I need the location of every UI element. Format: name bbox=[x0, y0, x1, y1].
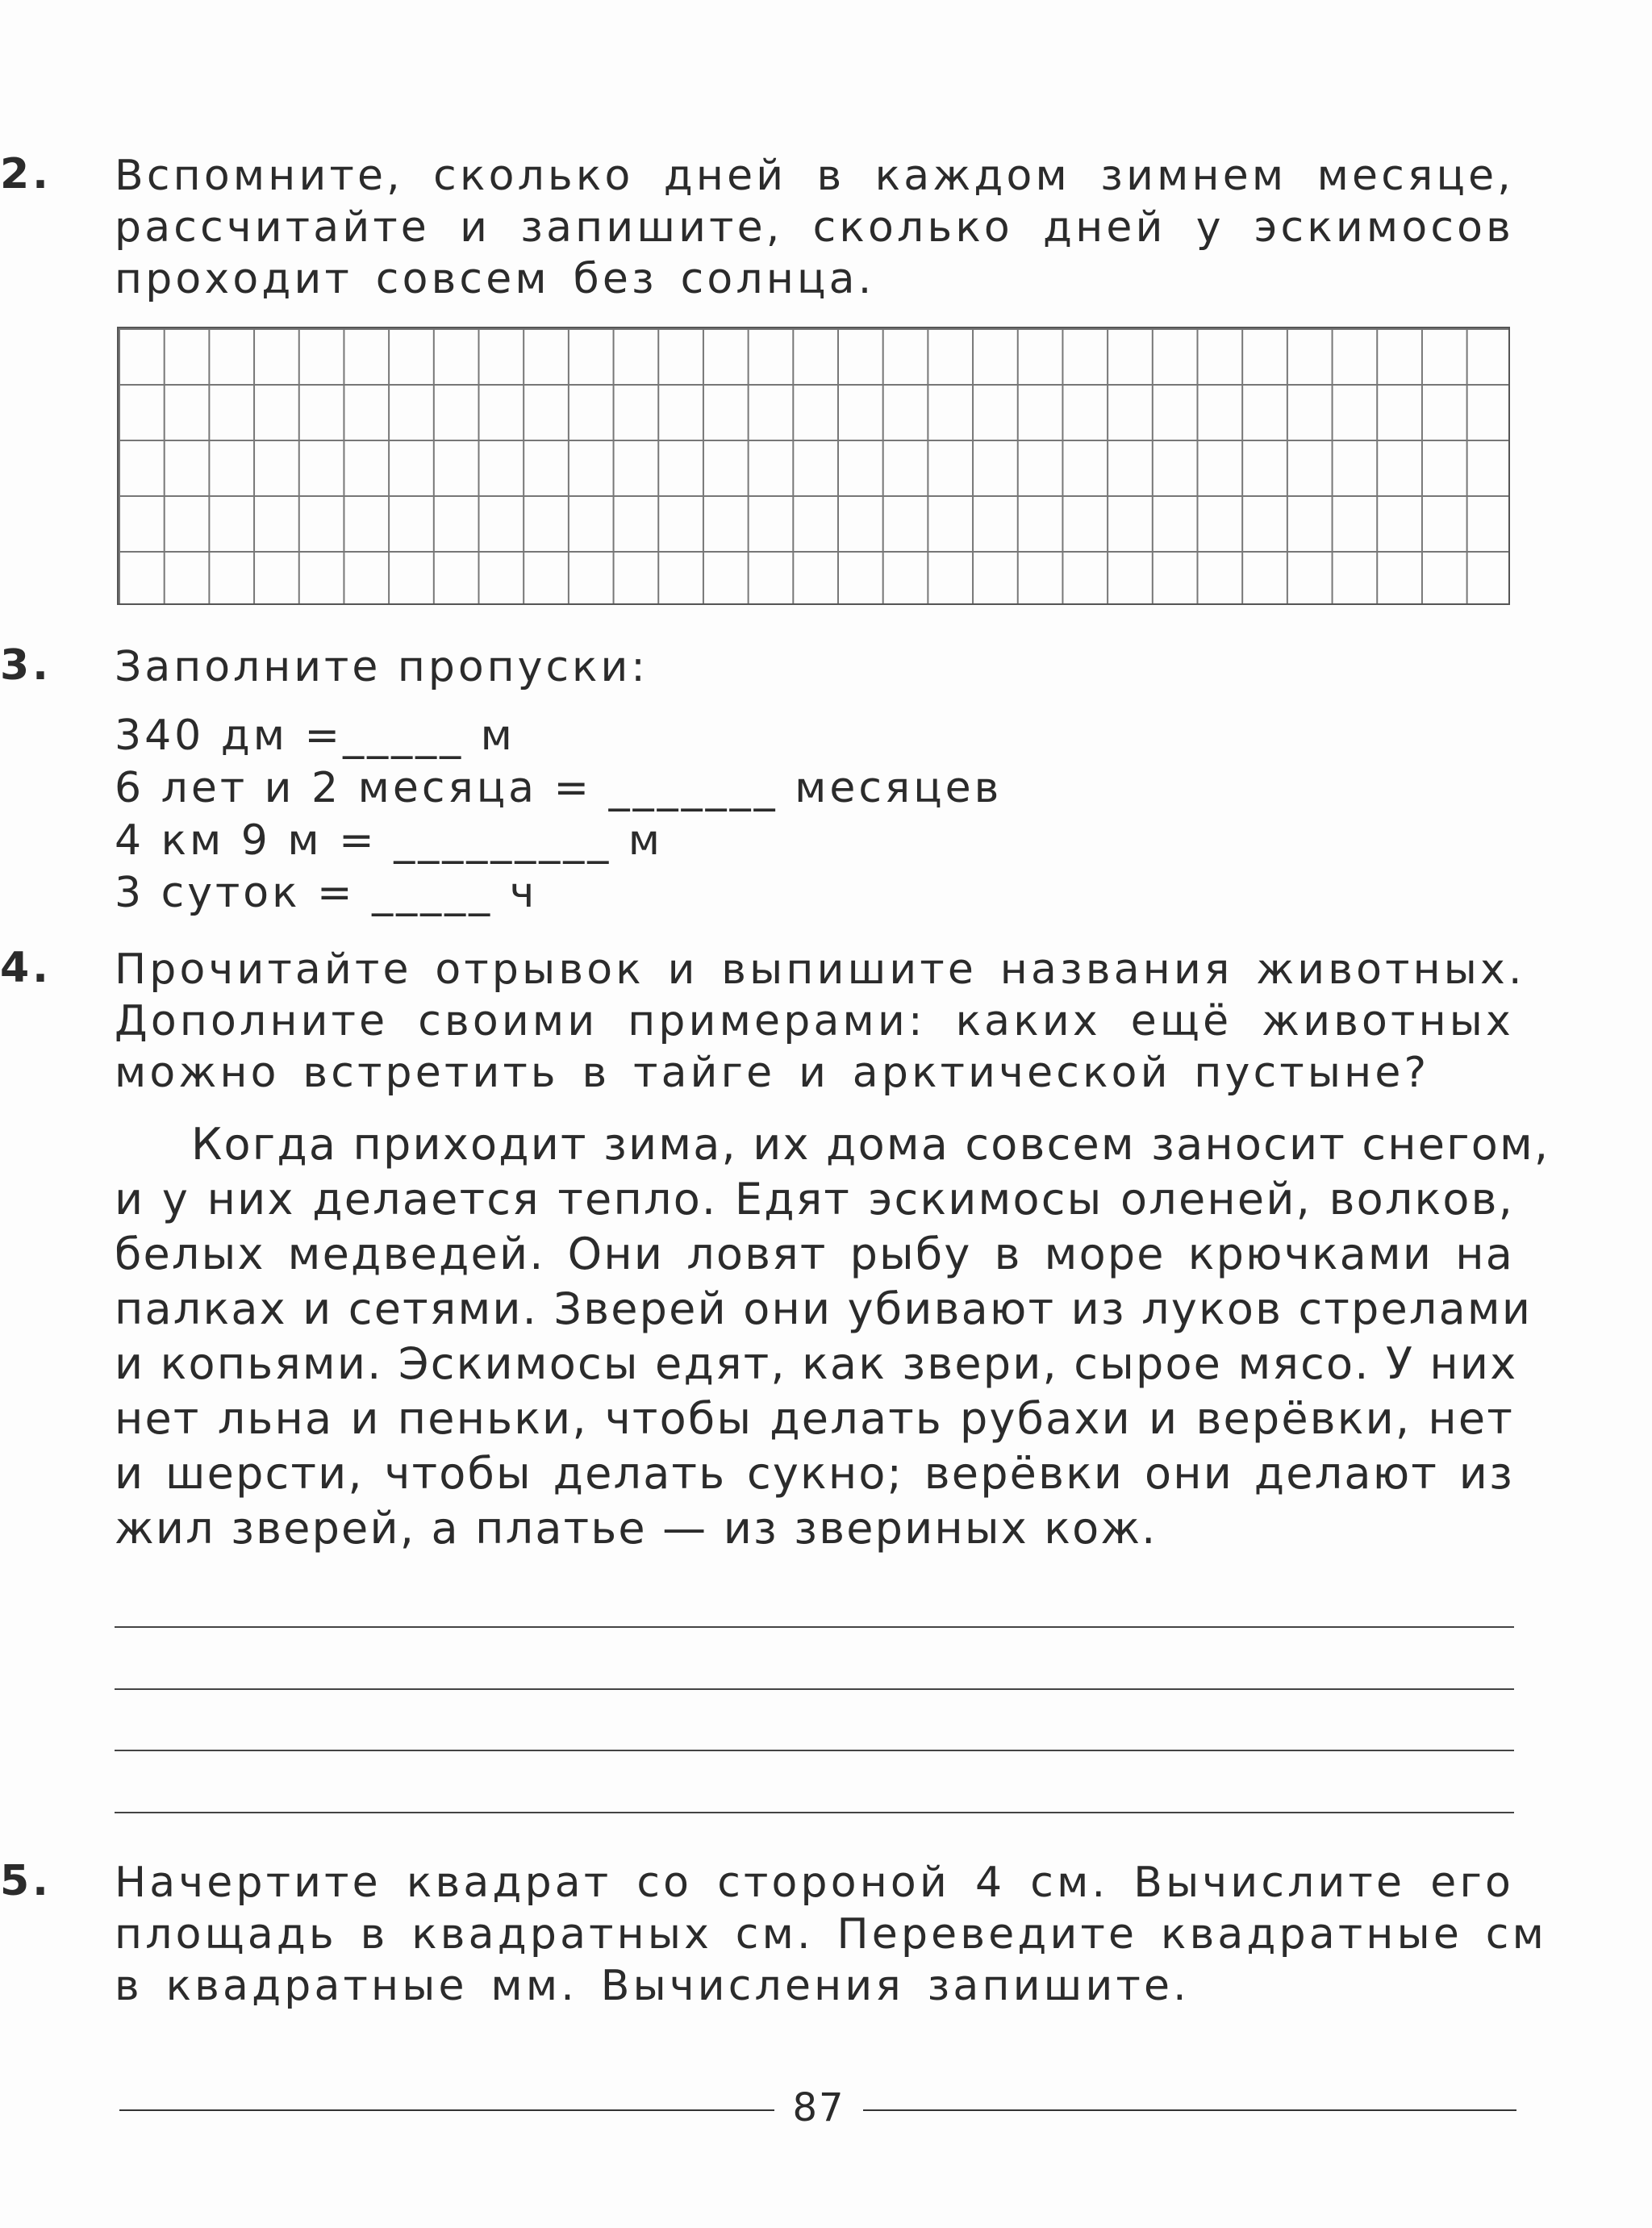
answer-grid[interactable] bbox=[117, 327, 1510, 605]
answer-line[interactable] bbox=[115, 1688, 1514, 1690]
page-number: 87 bbox=[792, 2085, 845, 2130]
fill-in-item[interactable]: 4 км 9 м = _________ м bbox=[115, 816, 664, 865]
passage-line: и шерсти, чтобы делать сукно; верёвки они делают из bbox=[115, 1448, 1514, 1499]
task-5-line: в квадратные мм. Вычисления запишите. bbox=[115, 1962, 1190, 2010]
task-2-line: Вспомните, сколько дней в каждом зимнем месяце, bbox=[115, 152, 1514, 200]
task-2-line: рассчитайте и запишите, сколько дней у эскимосов bbox=[115, 203, 1514, 252]
task-4-line: можно встретить в тайге и арктической пустыне? bbox=[115, 1049, 1430, 1097]
answer-line[interactable] bbox=[115, 1626, 1514, 1628]
footer-rule-right bbox=[863, 2109, 1516, 2111]
task-4-line: Прочитайте отрывок и выпишите названия животных. bbox=[115, 945, 1525, 994]
answer-line[interactable] bbox=[115, 1812, 1514, 1813]
task-5 bbox=[0, 1857, 1547, 2012]
task-2 bbox=[0, 150, 1514, 305]
task-3-number: 3. bbox=[0, 641, 52, 690]
answer-line[interactable] bbox=[115, 1750, 1514, 1751]
footer-rule-left bbox=[119, 2109, 774, 2111]
task-5-line: Начертите квадрат со стороной 4 см. Вычислите его bbox=[115, 1859, 1514, 1907]
task-4 bbox=[0, 944, 1525, 1099]
task-3 bbox=[0, 641, 1514, 920]
fill-in-item[interactable]: 6 лет и 2 месяца = _______ месяцев bbox=[115, 764, 1003, 812]
passage-line: и у них делается тепло. Едят эскимосы оленей, волков, bbox=[115, 1174, 1514, 1225]
passage-line: палках и сетями. Зверей они убивают из луков стрелами bbox=[115, 1283, 1533, 1334]
task-4-line: Дополните своими примерами: каких ещё животных bbox=[115, 997, 1514, 1045]
task-5-number: 5. bbox=[0, 1857, 52, 1905]
passage-line: жил зверей, а платье — из звериных кож. bbox=[115, 1503, 1158, 1554]
passage-line: нет льна и пеньки, чтобы делать рубахи и верёвки, нет bbox=[115, 1393, 1514, 1444]
task-2-line: проходит совсем без солнца. bbox=[115, 255, 875, 303]
task-4-number: 4. bbox=[0, 944, 52, 992]
passage-line: и копьями. Эскимосы едят, как звери, сырое мясо. У них bbox=[115, 1338, 1518, 1389]
task-5-line: площадь в квадратных см. Переведите квадратные см bbox=[115, 1910, 1547, 1959]
task-3-heading: Заполните пропуски: bbox=[115, 643, 649, 691]
reading-passage bbox=[115, 1117, 1550, 1556]
passage-line: Когда приходит зима, их дома совсем заносит снегом, bbox=[191, 1119, 1550, 1170]
fill-in-item[interactable]: 340 дм =_____ м bbox=[115, 711, 515, 760]
passage-line: белых медведей. Они ловят рыбу в море крючками на bbox=[115, 1229, 1514, 1279]
fill-in-item[interactable]: 3 суток = _____ ч bbox=[115, 869, 538, 917]
task-2-number: 2. bbox=[0, 150, 52, 198]
